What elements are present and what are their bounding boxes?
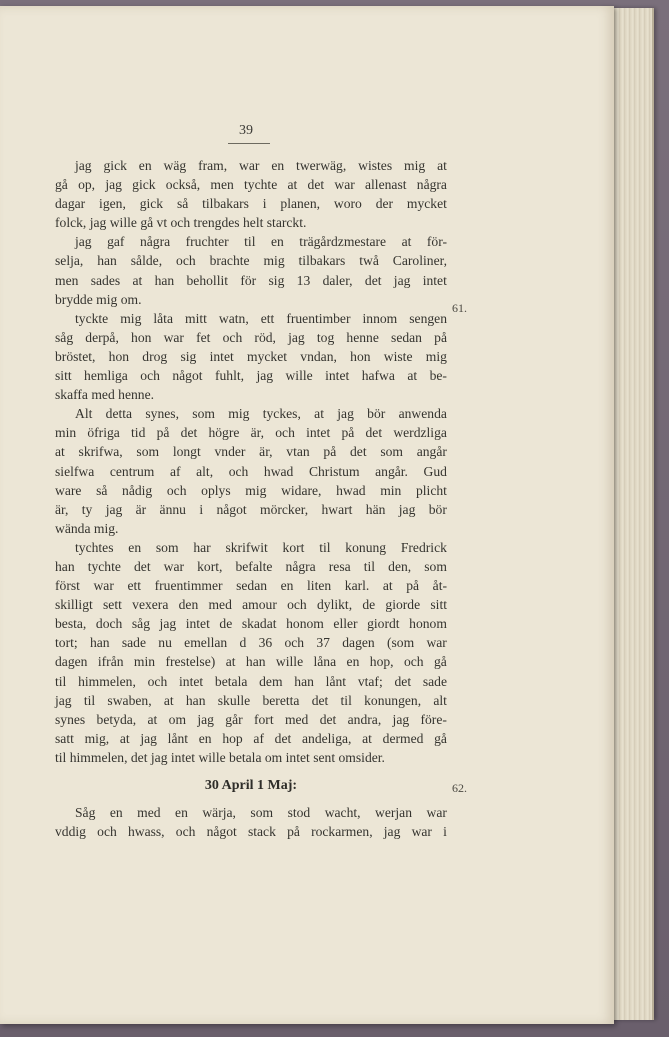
text-line: ware så nådig och oplys mig widare, hwad min plicht: [55, 482, 447, 498]
page-number: 39: [239, 123, 253, 138]
text-line: är, ty jag är ännu i något mörcker, hwart hän jag bör: [55, 501, 447, 517]
text-line: skilligt sett vexera den med amour och dylikt, de giorde sitt: [55, 597, 447, 613]
text-line: wända mig.: [55, 520, 119, 536]
text-line: dagen ifrån min frestelse) at han wille låna en hop, och gå: [55, 654, 447, 670]
text-line: brydde mig om.: [55, 291, 142, 307]
margin-note-61: 61.: [452, 301, 467, 315]
text-line: såg derpå, hon war fet och röd, jag tog henne sedan på: [55, 329, 447, 345]
text-line: vddig och hwass, och något stack på rockarmen, jag war i: [55, 824, 447, 840]
text-line: tychtes en som har skrifwit kort til konung Fredrick: [75, 539, 447, 555]
text-line: tyckte mig låta mitt watn, ett fruentimber innom sengen: [75, 310, 447, 326]
text-line: bröstet, hon drog sig intet mycket vndan, hon wiste mig: [55, 348, 447, 364]
section-heading: 30 April 1 Maj:: [204, 778, 298, 793]
text-line: sitt hemliga och något fuhlt, jag wille intet hafwa at be-: [55, 368, 447, 384]
text-line: jag gick en wäg fram, war en twerwäg, wistes mig at: [75, 158, 447, 173]
text-line: han tychte det war kort, befalte några resa til den, som: [55, 558, 447, 574]
text-line: men sades at han behollit för sig 13 daler, det jag intet: [55, 272, 447, 288]
text-line: selja, han sålde, och brachte mig tilbakars twå Caroliner,: [55, 253, 447, 269]
text-line: jag gaf några fruchter til en trägårdzmestare at för-: [75, 234, 447, 250]
book-page: [0, 6, 614, 1024]
text-line: folck, jag wille gå vt och trengdes helt starckt.: [55, 215, 307, 231]
text-line: skaffa med henne.: [55, 387, 155, 403]
text-line: til himmelen, det jag intet wille betala om intet sent omsider.: [55, 749, 385, 765]
margin-note-62: 62.: [452, 781, 467, 795]
text-line: jag til swaben, at han skulle beretta det til konungen, alt: [55, 692, 447, 708]
body-text-top: [55, 156, 447, 767]
text-line: sielfwa centrum af alt, och hwad Christum angår. Gud: [55, 463, 447, 479]
text-line: dagar igen, gick så tilbakars i planen, woro der mycket: [55, 196, 447, 212]
text-line: besta, doch såg jag intet de skadat honom eller giordt honom: [55, 616, 447, 632]
text-line: Alt detta synes, som mig tyckes, at jag bör anwenda: [75, 406, 447, 422]
page-number-rule: [228, 143, 270, 144]
text-line: at skrifwa, som longt vnder är, vtan på det som angår: [55, 444, 447, 460]
body-text-bottom: [55, 803, 447, 841]
text-line: gå op, jag gick också, men tychte at det war allenast några: [55, 177, 447, 193]
text-line: satt mig, at jag lånt en hop af det andeliga, at dermed gå: [55, 730, 447, 746]
text-line: först war ett fruentimmer sedan en liten karl. at på åt-: [55, 578, 447, 594]
text-line: min öfriga tid på det högre är, och intet på det werdzliga: [55, 425, 447, 441]
text-line: Såg en med en wärja, som stod wacht, werjan war: [75, 805, 447, 820]
text-line: til himmelen, och intet betala dem han lånt vtaf; det sade: [55, 673, 447, 689]
text-line: tort; han sade nu emellan d 36 och 37 dagen (som war: [55, 635, 447, 651]
text-line: synes betyda, at om jag går fort med det andra, jag före-: [55, 711, 447, 727]
